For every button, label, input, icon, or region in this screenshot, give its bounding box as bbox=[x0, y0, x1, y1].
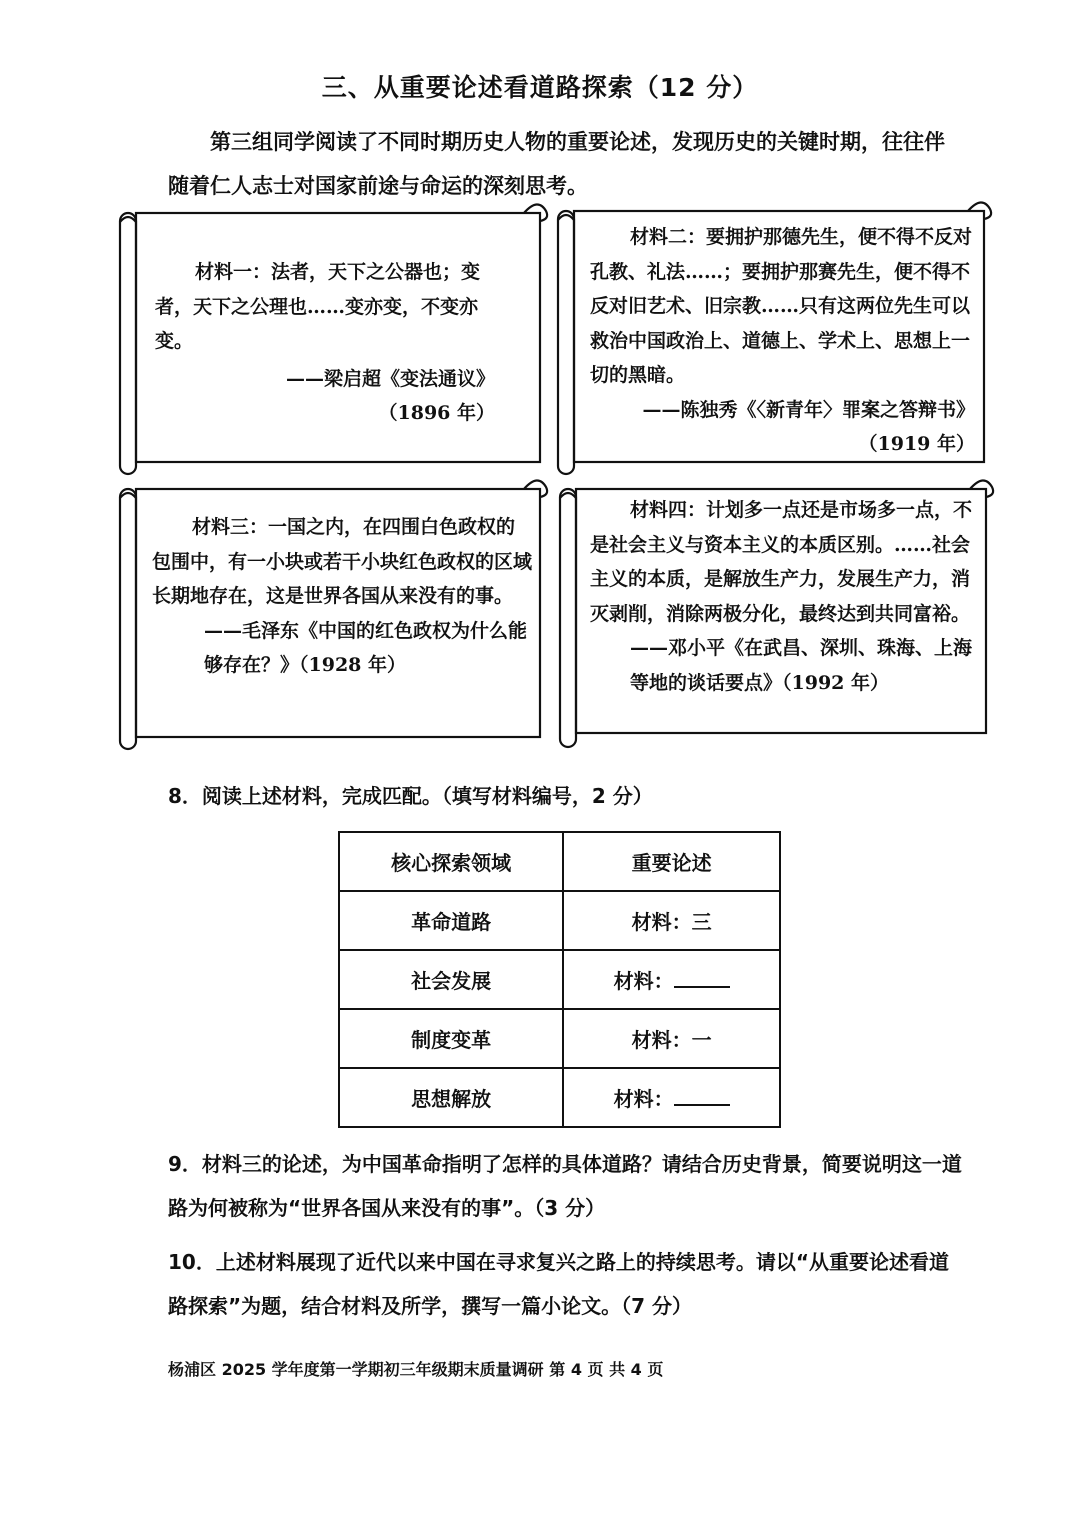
material-4-text: 材料四：计划多一点还是市场多一点，不是社会主义与资本主义的本质区别。……社会主义的本质，是解放生产力，发展生产力，消灭剥削，消除两极分化，最终达到共同富裕。 bbox=[590, 499, 973, 625]
row-field: 革命道路 bbox=[339, 891, 563, 950]
table-header-statement: 重要论述 bbox=[563, 832, 780, 891]
material-3-source: ——毛泽东《中国的红色政权为什么能够存在？》（1928 年） bbox=[204, 619, 528, 676]
material-1-text: 材料一：法者，天下之公器也；变者，天下之公理也……变亦变，不变亦变。 bbox=[155, 261, 481, 352]
material-4-source: ——邓小平《在武昌、深圳、珠海、上海等地的谈话要点》（1992 年） bbox=[630, 637, 973, 694]
row-answer bbox=[563, 950, 780, 1009]
question-10: 10．上述材料展现了近代以来中国在寻求复兴之路上的持续思考。请以“从重要论述看道路探索”为题，结合材料及所学，撰写一篇小论文。（7 分） bbox=[168, 1250, 949, 1318]
table-row bbox=[339, 1068, 780, 1127]
intro-paragraph: 第三组同学阅读了不同时期历史人物的重要论述，发现历史的关键时期，往往伴随着仁人志士对国家前途与命运的深刻思考。 bbox=[168, 130, 945, 198]
row-field: 思想解放 bbox=[339, 1068, 563, 1127]
answer-blank[interactable] bbox=[674, 1086, 730, 1106]
row-answer bbox=[563, 1009, 780, 1068]
material-4 bbox=[590, 493, 975, 700]
row-answer bbox=[563, 891, 780, 950]
material-3-text: 材料三：一国之内，在四围白色政权的包围中，有一小块或若干小块红色政权的区域长期地存在，这是世界各国从来没有的事。 bbox=[152, 516, 533, 607]
answer-text: 材料：一 bbox=[631, 1028, 712, 1052]
material-2-source: ——陈独秀《〈新青年〉罪案之答辩书》 bbox=[642, 398, 975, 421]
material-1-year: （1896 年） bbox=[378, 402, 495, 424]
table-row bbox=[339, 1009, 780, 1068]
question-9: 9．材料三的论述，为中国革命指明了怎样的具体道路？请结合历史背景，简要说明这一道路为何被称为“世界各国从来没有的事”。（3 分） bbox=[168, 1152, 962, 1220]
section-title: 三、从重要论述看道路探索（12 分） bbox=[321, 73, 759, 102]
answer-text: 材料： bbox=[613, 1087, 674, 1111]
table-header-field: 核心探索领域 bbox=[339, 832, 563, 891]
table-header-row bbox=[339, 832, 780, 891]
answer-blank[interactable] bbox=[674, 968, 730, 988]
table-row bbox=[339, 950, 780, 1009]
material-3 bbox=[152, 510, 532, 683]
material-2-text: 材料二：要拥护那德先生，便不得不反对孔教、礼法……；要拥护那赛先生，便不得不反对旧艺术、旧宗教……只有这两位先生可以救治中国政治上、道德上、学术上、思想上一切的黑暗。 bbox=[590, 226, 973, 386]
material-2-year: （1919 年） bbox=[858, 433, 975, 455]
material-2 bbox=[590, 220, 975, 462]
row-answer bbox=[563, 1068, 780, 1127]
page-footer: 杨浦区 2025 学年度第一学期初三年级期末质量调研 第 4 页 共 4 页 bbox=[168, 1360, 664, 1379]
matching-table bbox=[338, 831, 781, 1128]
question-8-prompt: 8．阅读上述材料，完成匹配。（填写材料编号，2 分） bbox=[168, 784, 653, 808]
answer-text: 材料：三 bbox=[631, 910, 712, 934]
table-row bbox=[339, 891, 780, 950]
row-field: 制度变革 bbox=[339, 1009, 563, 1068]
material-1-source: ——梁启超《变法通议》 bbox=[285, 368, 495, 390]
row-field: 社会发展 bbox=[339, 950, 563, 1009]
answer-text: 材料： bbox=[613, 969, 674, 993]
